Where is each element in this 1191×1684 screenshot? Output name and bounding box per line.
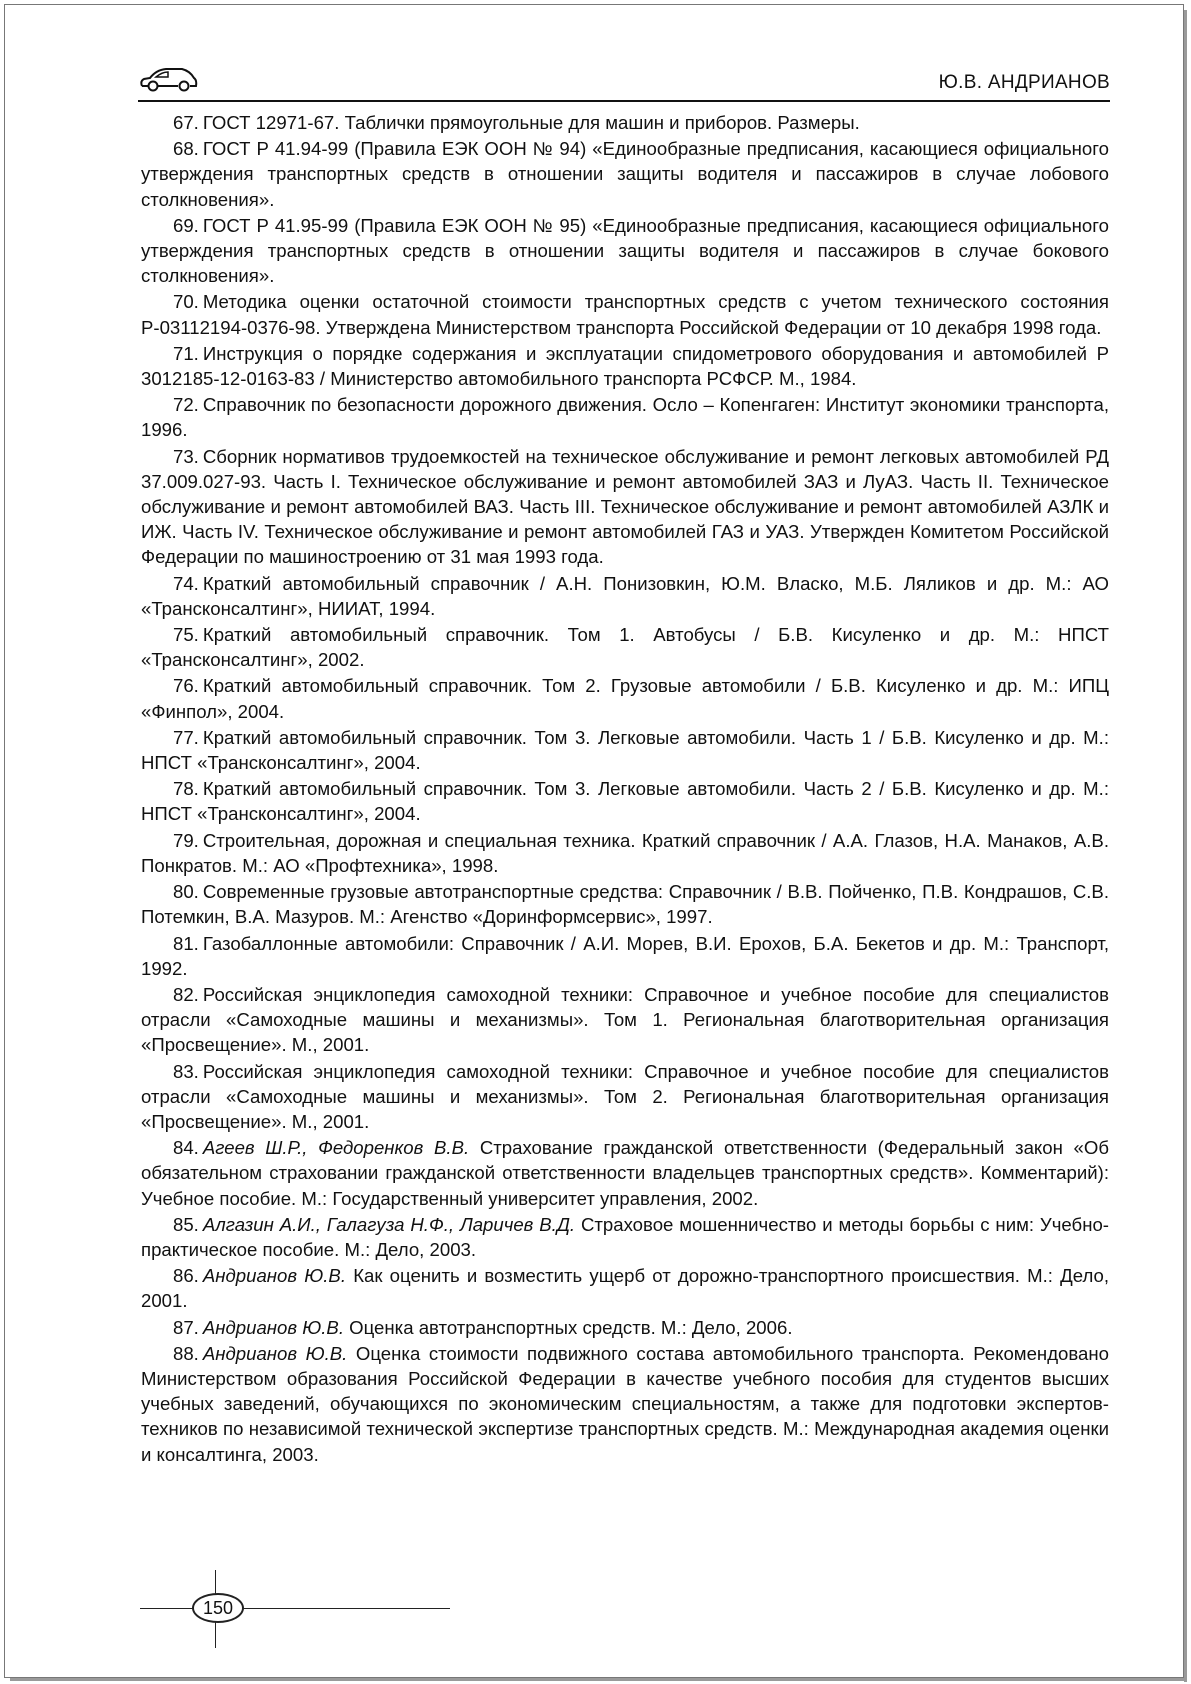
reference-item [141,392,1109,442]
reference-item [141,1135,1109,1211]
header-rule [138,100,1110,102]
reference-text: Газобаллонные автомобили: Справочник / А.И. Морев, В.И. Ерохов, Б.А. Бекетов и др. М.: Транспорт, 1992. [141,932,1109,979]
reference-text: Современные грузовые автотранспортные средства: Справочник / В.В. Пойченко, П.В. Кондрашов, С.В. Потемкин, В.А. Мазуров. М.: Агенство «Доринформсервис», 1997. [141,881,1109,928]
reference-item [141,571,1109,621]
reference-number: 74. [173,572,199,594]
reference-number: 83. [173,1060,199,1082]
running-header [138,60,1110,100]
reference-text: Строительная, дорожная и специальная техника. Краткий справочник / А.А. Глазов, Н.А. Манаков, А.В. Понкратов. М.: АО «Профтехника», 1998. [141,829,1109,876]
reference-number: 78. [173,778,199,800]
reference-number: 76. [173,675,199,697]
reference-number: 82. [173,983,199,1005]
reference-text: Справочник по безопасности дорожного движения. Осло – Копенгаген: Институт экономики транспорта, 1996. [141,394,1109,441]
reference-item [141,622,1109,672]
reference-number: 67. [173,112,199,133]
reference-number: 80. [173,881,199,903]
reference-item [141,136,1109,212]
reference-number: 79. [173,829,199,851]
reference-text: Краткий автомобильный справочник. Том 3. Легковые автомобили. Часть 2 / Б.В. Кисуленко и др. М.: НПСТ «Трансконсалтинг», 2004. [141,778,1109,825]
reference-authors: Агеев Ш.Р., Федоренков В.В. [202,1137,470,1159]
header-author: Ю.В. АНДРИАНОВ [938,72,1110,93]
reference-text: ГОСТ 12971-67. Таблички прямоугольные для машин и приборов. Размеры. [202,112,860,133]
reference-number: 75. [173,624,199,646]
reference-authors: Андрианов Ю.В. [202,1316,344,1338]
reference-text: Инструкция о порядке содержания и эксплуатации спидометрового оборудования и автомобилей Р 3012185-12-0163-83 / Министерство автомобильного транспорта РСФСР. М., 1984. [141,342,1109,390]
reference-item [141,1341,1109,1467]
reference-item [141,444,1109,570]
reference-item [141,828,1109,878]
reference-number: 73. [173,445,199,467]
reference-authors: Андрианов Ю.В. [202,1342,348,1364]
reference-number: 71. [173,342,199,364]
reference-item [141,931,1109,981]
reference-number: 72. [173,394,199,416]
reference-text: Оценка автотранспортных средств. М.: Дело, 2006. [349,1316,793,1338]
reference-item [141,110,1109,135]
reference-text: Страхование гражданской ответственности (Федеральный закон «Об обязательном страховании гражданской ответственности владельцев транспортных средств». Комментарий): Учебное пособие. М.: Государственный университет управления, 2002. [141,1137,1109,1209]
reference-item [141,341,1109,391]
reference-item [141,776,1109,826]
reference-text: Сборник нормативов трудоемкостей на техническое обслуживание и ремонт легковых автомобилей РД 37.009.027-93. Часть I. Техническое обслуживание и ремонт автомобилей ЗАЗ и ЛуАЗ. Часть II. Техническое обслуживание и ремонт автомобилей ВАЗ. Часть III. Техническое обслуживание и ремонт автомобилей АЗЛК и ИЖ. Часть IV. Техническое обслуживание и ремонт автомобилей ГАЗ и УАЗ. Утвержден Комитетом Российской Федерации по машиностроению от 31 мая 1993 года. [141,445,1109,568]
reference-text: Краткий автомобильный справочник. Том 3. Легковые автомобили. Часть 1 / Б.В. Кисуленко и др. М.: НПСТ «Трансконсалтинг», 2004. [141,726,1109,774]
reference-text: ГОСТ Р 41.95-99 (Правила ЕЭК ООН № 95) «Единообразные предписания, касающиеся официального утверждения транспортных средств в отношении защиты водителя и пассажиров в случае бокового столкновения». [141,214,1109,287]
page-shadow-bottom [10,1678,1187,1681]
reference-item [141,879,1109,929]
reference-item [141,1059,1109,1135]
page-number: 150 [192,1593,244,1623]
car-outline-icon [138,62,198,96]
reference-list [141,110,1109,1575]
reference-text: Оценка стоимости подвижного состава автомобильного транспорта. Рекомендовано Министерством образования Российской Федерации в качестве учебного пособия для студентов высших учебных заведений, обучающихся по экономическим специальностям, а также для подготовки экспертов-техников по независимой технической экспертизе транспортных средств. М.: Международная академия оценки и консалтинга, 2003. [141,1342,1109,1465]
reference-item [141,673,1109,723]
reference-number: 87. [173,1316,199,1338]
reference-number: 88. [173,1342,199,1364]
reference-text: Методика оценки остаточной стоимости транспортных средств с учетом технического состояния Р-03112194-0376-98. Утверждена Министерством транспорта Российской Федерации от 10 декабря 1998 года. [141,291,1109,338]
reference-text: ГОСТ Р 41.94-99 (Правила ЕЭК ООН № 94) «Единообразные предписания, касающиеся официального утверждения транспортных средств в отношении защиты водителя и пассажиров в случае лобового столкновения». [141,138,1109,210]
reference-number: 68. [173,138,199,160]
reference-number: 85. [173,1213,199,1235]
reference-text: Как оценить и возместить ущерб от дорожно-транспортного происшествия. М.: Дело, 2001. [141,1265,1109,1312]
reference-text: Краткий автомобильный справочник. Том 1. Автобусы / Б.В. Кисуленко и др. М.: НПСТ «Трансконсалтинг», 2002. [141,624,1109,671]
reference-number: 84. [173,1137,199,1159]
reference-text: Страховое мошенничество и методы борьбы с ним: Учебно-практическое пособие. М.: Дело, 2003. [141,1213,1109,1260]
page-footer [140,1570,460,1650]
reference-item [141,1263,1109,1313]
reference-item [141,982,1109,1058]
reference-authors: Алгазин А.И., Галагуза Н.Ф., Ларичев В.Д. [202,1213,576,1235]
reference-text: Краткий автомобильный справочник / А.Н. Понизовкин, Ю.М. Власко, М.Б. Ляликов и др. М.: АО «Трансконсалтинг», НИИАТ, 1994. [141,572,1109,619]
page-shadow-right [1184,10,1187,1682]
reference-item [141,1212,1109,1262]
reference-item [141,289,1109,339]
reference-number: 81. [173,932,199,954]
reference-number: 77. [173,726,199,748]
reference-text: Российская энциклопедия самоходной техники: Справочное и учебное пособие для специалистов отрасли «Самоходные машины и механизмы». Том 1. Региональная благотворительная организация «Просвещение». М., 2001. [141,983,1109,1056]
reference-authors: Андрианов Ю.В. [202,1265,346,1287]
reference-item [141,1315,1109,1340]
reference-item [141,725,1109,775]
footer-rule [140,1608,450,1609]
reference-number: 86. [173,1265,199,1287]
reference-number: 70. [173,291,199,313]
reference-text: Краткий автомобильный справочник. Том 2. Грузовые автомобили / Б.В. Кисуленко и др. М.: ИПЦ «Финпол», 2004. [141,675,1109,722]
reference-text: Российская энциклопедия самоходной техники: Справочное и учебное пособие для специалистов отрасли «Самоходные машины и механизмы». Том 2. Региональная благотворительная организация «Просвещение». М., 2001. [141,1060,1109,1132]
reference-item [141,213,1109,289]
reference-number: 69. [173,214,199,236]
